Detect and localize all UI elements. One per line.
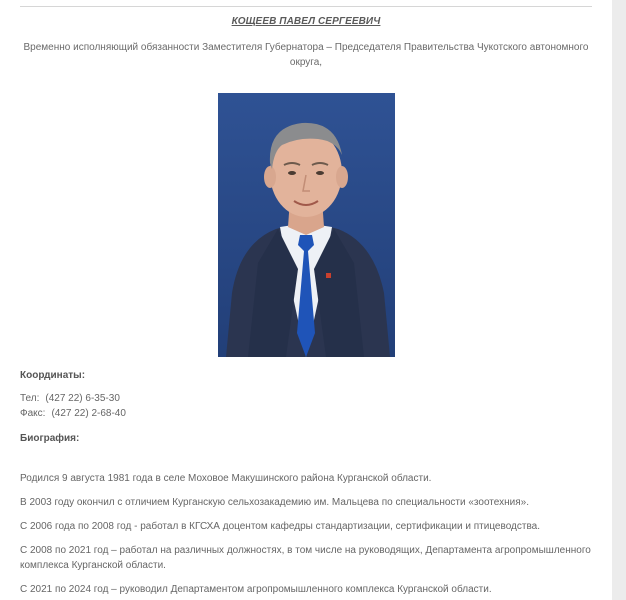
fax-line [20,408,126,419]
page-scroll-area[interactable] [612,0,626,600]
bio-paragraph: В 2003 году окончил с отличием Курганскую сельхозакадемию им. Мальцева по специальности «зоотехния». [20,497,529,508]
contacts-heading: Координаты: [20,370,86,381]
bio-paragraph: С 2008 по 2021 год – работал на различных должностях, в том числе на руководящих, Департамента агропромышленного комплекса Курганской области. [20,545,591,571]
fax-value: (427 22) 2-68-40 [51,408,126,419]
bio-paragraph: Родился 9 августа 1981 года в селе Моховое Макушинского района Курганской области. [20,473,432,484]
phone-label: Тел: [20,393,40,404]
phone-line [20,393,120,404]
portrait-photo [218,93,395,357]
top-divider [20,6,592,7]
phone-value: (427 22) 6-35-30 [45,393,120,404]
bio-paragraph: С 2006 года по 2008 год - работал в КГСХА доцентом кафедры стандартизации, сертификации и птицеводства. [20,521,540,532]
bio-paragraph: С 2021 по 2024 год – руководил Департаментом агропромышленного комплекса Курганской области. [20,584,492,595]
biography-heading: Биография: [20,433,80,444]
fax-label: Факс: [20,408,46,419]
position-title: Временно исполняющий обязанности Заместителя Губернатора – Председателя Правительства Чукотского автономного округа, [23,42,589,68]
person-name[interactable]: КОЩЕЕВ ПАВЕЛ СЕРГЕЕВИЧ [231,16,381,27]
